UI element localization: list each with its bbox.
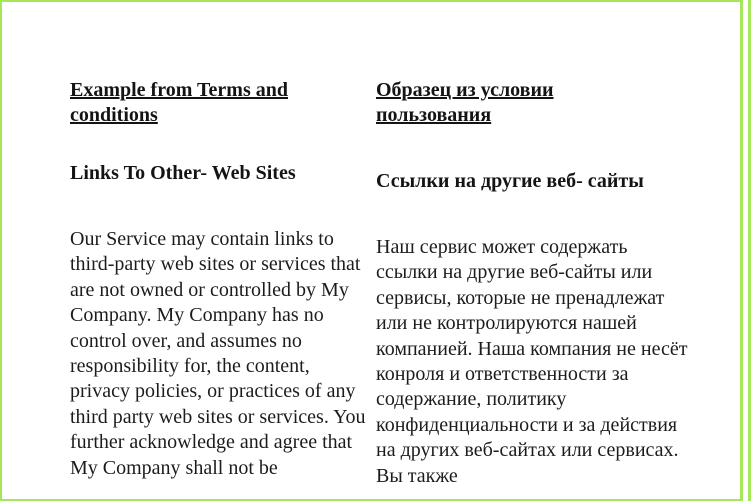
english-body: Our Service may contain links to third-party web sites or services that are not owned or controlled by My Company. My Company has no control over, and assumes no responsibility for, the content, privacy policies, or practices of any third party web sites or services. You further acknowledge and agree that My Company shall not be bbox=[70, 228, 366, 479]
russian-column bbox=[376, 78, 688, 489]
english-column bbox=[70, 78, 366, 481]
right-border-gap bbox=[743, 0, 748, 501]
english-title: Example from Terms and conditions bbox=[70, 79, 288, 126]
russian-title: Образец из условии пользования bbox=[376, 79, 554, 126]
russian-body: Наш сервис может содержать ссылки на другие веб-сайты или сервисы, которые не пренадлежат или не контролируются нашей компанией. Наша компания не несёт конроля и ответственности за содержание, политику конфиденциальности и за действия на других веб-сайтах или сервисах. Вы также bbox=[376, 236, 688, 487]
russian-heading: Ссылки на другие веб- сайты bbox=[376, 170, 644, 192]
english-heading: Links To Other- Web Sites bbox=[70, 162, 296, 184]
